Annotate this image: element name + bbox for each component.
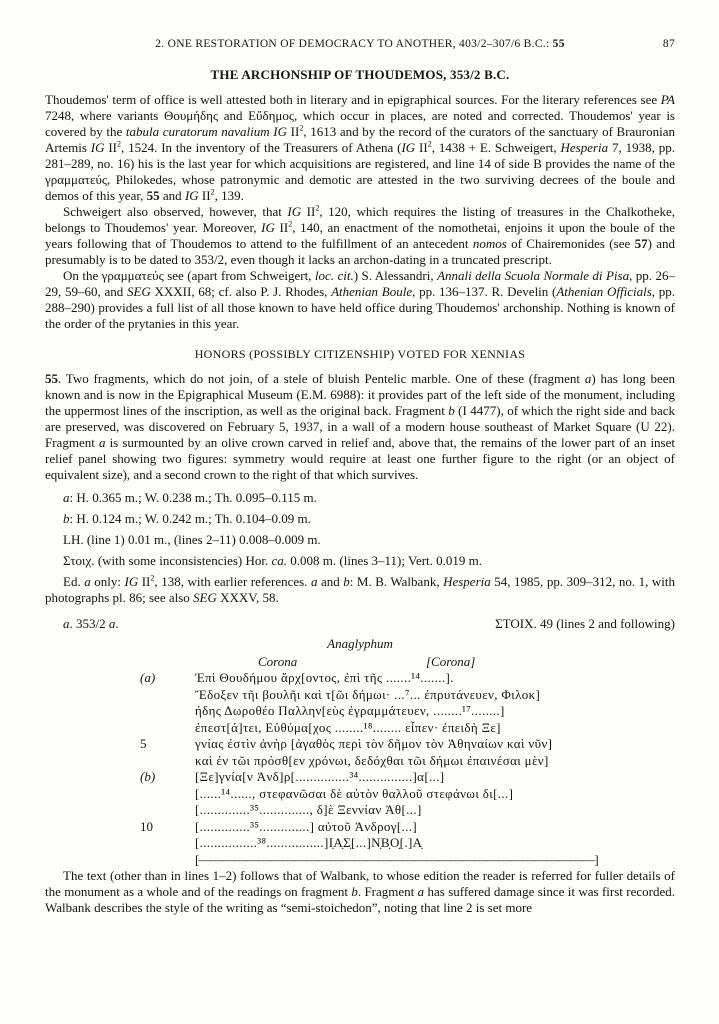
measurement-stoichedon: Στοιχ. (with some inconsistencies) Hor. ca. 0.008 m. (lines 3–11); Vert. 0.019 m.: [63, 553, 483, 568]
greek-text: ήδης Δωροθέο Παλλην[εὺς ἐγραμμάτευεν, ........¹⁷........]: [195, 703, 505, 718]
archonship-paragraph-2: Schweigert also observed, however, that IG $II^2$, 120, which requires the listing of treasures in the Chalkotheke, belongs to Thoudemos' year. Moreover, IG $II^2$, 140, an enactment of the nomothetai, enjoins it upon the boule of the years following that of Thoudemos to attend to the fulfillment of an antecedent nomos of Chairemonides (see 57) and presumably is to be dated to 353/2, even though it lacks an archon-dating in a truncated prescript.: [45, 203, 676, 267]
measurement-fragment-b: b: H. 0.124 m.; W. 0.242 m.; Th. 0.104–0.09 m.: [63, 511, 311, 526]
inscription-line: [140, 670, 675, 687]
inscription-line: [140, 703, 675, 720]
running-head: [45, 36, 675, 52]
page-number: 87: [662, 38, 675, 50]
fragment-letter: (b): [140, 769, 156, 784]
inscription-line: [140, 720, 675, 737]
inscription-line: [140, 802, 675, 819]
measurements-block: [63, 490, 675, 569]
archonship-paragraph-1: Thoudemos' term of office is well attested both in literary and in epigraphical sources. For the literary references see PA 7248, where variants Θουμήδης and Εὔδημος, which occur in places, are noted and corrected. Thoudemos' year is covered by the tabula curatorum navalium IG $II^2$, 1613 and by the record of the curators of the sanctuary of Brauronian Artemis IG $II^2$, 1524. In the inventory of the Treasurers of Athena (IG $II^2$, 1438 + E. Schweigert, Hesperia 7, 1938, pp. 281–289, no. 16) his is the last year for which acquisitions are registered, and line 14 of side B provides the name of the γραμματεύς, Philokedes, whose patronymic and demotic are attested in the two surviving decrees of the boule and demos of this year, 55 and IG $II^2$, 139.: [45, 92, 676, 203]
greek-text: ἐπεστ[ά]τει, Εὐθύμα[χος ........¹⁸........ εἶπεν· ἐπειδὴ Ξε]: [195, 719, 501, 735]
line-number: 10: [140, 818, 153, 834]
inscription-heading: HONORS (POSSIBLY CITIZENSHIP) VOTED FOR XENNIAS: [194, 347, 526, 361]
inscription-lacuna-rule: [140, 852, 675, 869]
corona-label-left: Corona: [258, 654, 298, 669]
lacuna-rule: [—————————————————————————————————]: [195, 851, 598, 867]
greek-text: γνίας ἐστὶν ἀνὴρ [ἀγαθὸς περὶ τὸν δῆμον τὸν Ἀθηναίων καὶ νῦν]: [195, 736, 553, 751]
date-stoich-row: [45, 616, 675, 632]
edition-note: Ed. a only: IG $II^2$, 138, with earlier references. a and b: M. B. Walbank, Hesperia 54, 1985, pp. 309–312, no. 1, with photographs pl. 86; see also SEG XXXV, 58.: [45, 573, 675, 605]
chapter-section-title: THE ARCHONSHIP OF THOUDEMOS, 353/2 B.C.: [210, 67, 510, 82]
commentary-paragraph: The text (other than in lines 1–2) follows that of Walbank, to whose edition the reader is referred for fuller details of the monument as a whole and of the readings on fragment b. Fragment a has suffered damage since it was first recorded. Walbank describes the style of the writing as “semi-stoichedon”, noting that line 2 is set more: [45, 868, 675, 915]
inscription-description: 55. Two fragments, which do not join, of a stele of bluish Pentelic marble. One of these (fragment a) has long been known and is now in the Epigraphical Museum (E.M. 6988): it provides part of the left side of the monument, including the uppermost lines of the inscription, as well as the original back. Fragment b (I 4477), of which the right side and back are preserved, was discovered on February 5, 1937, in a wall of a modern house southeast of Market Square (U 22). Fragment a is surmounted by an olive crown carved in relief and, above that, the remains of the lower part of an inset relief panel showing two figures: symmetry would require at least one further figure to the right (or an object of equivalent size), and a second crown to the right of that which survives.: [45, 371, 675, 482]
greek-text: [..............³⁵.............., δ]ὲ Ξεννίαν Ἀθ[...]: [195, 802, 422, 817]
running-head-title: 2. ONE RESTORATION OF DEMOCRACY TO ANOTHER, 403/2–307/6 B.C.: 55: [155, 38, 565, 50]
archonship-paragraph-3: On the γραμματεύς see (apart from Schweigert, loc. cit.) S. Alessandri, Annali della Scuola Normale di Pisa, pp. 26–29, 59–60, and SEG XXXII, 68; cf. also P. J. Rhodes, Athenian Boule, pp. 136–137. R. Develin (Athenian Officials, pp. 288–290) provides a full list of all those known to have held office during Thoudemos' archonship. Nothing is known of the order of the prytanies in this year.: [45, 268, 675, 331]
inscription-line: [140, 736, 675, 753]
greek-text: [......¹⁴......, στεφανῶσαι δὲ αὐτὸν θαλλοῦ στεφάνωι δι[...]: [195, 785, 514, 801]
measurement-letter-height: LH. (line 1) 0.01 m., (lines 2–11) 0.008–0.009 m.: [63, 532, 321, 547]
stoichedon-label: ΣΤΟΙΧ. 49 (lines 2 and following): [495, 616, 675, 631]
corona-label-right: [Corona]: [426, 654, 476, 669]
greek-text: [Ξε]γνία[ν Ἀνδ]ρ[...............³⁴...............]α[...]: [195, 769, 445, 784]
inscription-line: [140, 786, 675, 803]
greek-text: Ἔδοξεν τῆι βουλῆι καὶ τ[ῶι δήμωι· ...⁷... ἐπρυτάνευεν, Φιλοκ]: [195, 686, 541, 702]
measurement-fragment-a: a: H. 0.365 m.; W. 0.238 m.; Th. 0.095–0.115 m.: [63, 490, 317, 505]
corona-row: [140, 654, 675, 670]
inscription-line: [140, 769, 675, 786]
fragment-date-label: a. 353/2 a.: [63, 616, 119, 631]
line-number: 5: [140, 736, 147, 751]
greek-text: Ἐπὶ Θουδήμου ἄρχ[οντος, ἐπὶ τῆς .......¹⁴.......].: [195, 670, 454, 685]
anaglyphum-label: Anaglyphum: [327, 636, 393, 651]
fragment-letter: (a): [140, 670, 156, 685]
inscription-line: [140, 835, 675, 852]
inscription-line: [140, 687, 675, 704]
greek-text: [................³⁸................]Ι̣Α̣Σ̣[...]Ν̣Β̣Ο̣[.]Α̣: [195, 835, 423, 850]
greek-text: καὶ ἐν τῶι πρόσθ[εν χρόνωι, δεδόχθαι τῶι δήμωι ἐπαινέσαι μὲν]: [195, 752, 549, 768]
inscription-line: [140, 819, 675, 836]
greek-text: [..............³⁵..............] αὐτοῦ Ἀνδρογ[...]: [195, 818, 418, 834]
inscription-line: [140, 753, 675, 770]
inscription-text-block: [140, 654, 675, 868]
